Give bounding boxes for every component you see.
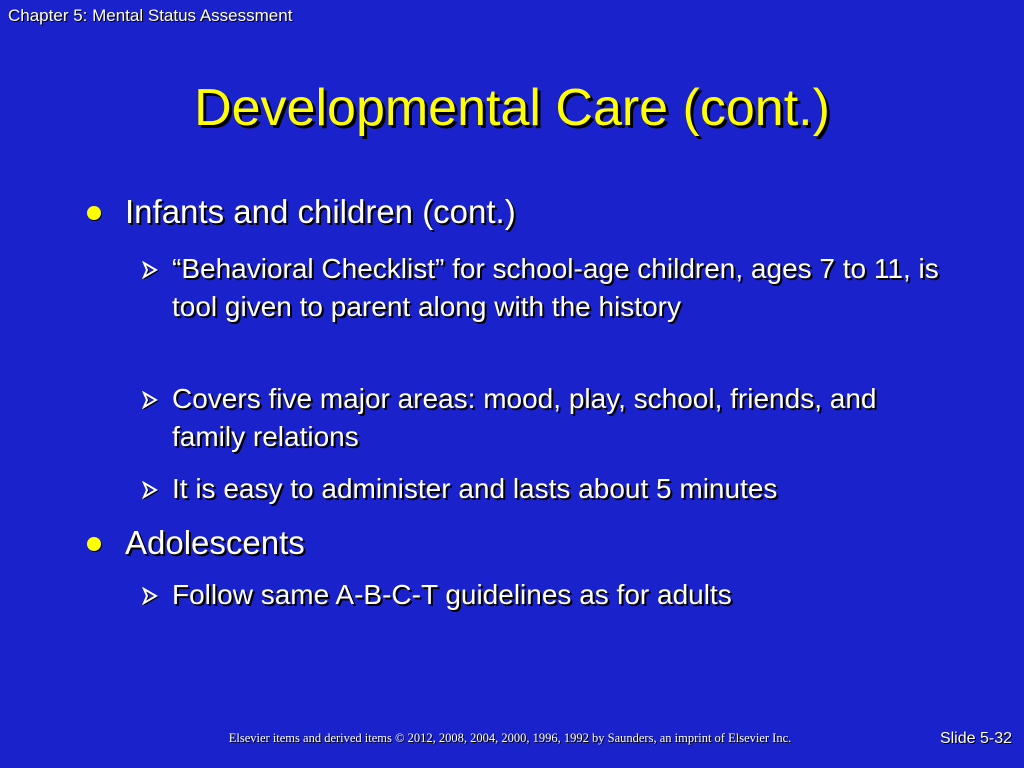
slide-number: Slide 5-32 (939, 730, 1012, 747)
sub-bullet-text: Covers five major areas: mood, play, school, friends, and family relations (172, 383, 877, 452)
sub-bullet-text: It is easy to administer and lasts about 5 minutes (172, 473, 778, 504)
arrowhead-bullet-icon (141, 391, 159, 409)
arrowhead-bullet-icon (141, 261, 159, 279)
copyright-footer: Elsevier items and derived items © 2012, 2008, 2004, 2000, 1996, 1992 by Saunders, an imprint of Elsevier Inc. (228, 731, 792, 745)
sub-bullet-text: Follow same A-B-C-T guidelines as for adults (172, 579, 732, 610)
slide-title: Developmental Care (cont.) (194, 79, 830, 137)
bullet-text: Infants and children (cont.) (125, 193, 516, 230)
bullet-text: Adolescents (125, 524, 305, 561)
circle-bullet-icon (87, 537, 101, 551)
arrowhead-bullet-icon (141, 481, 159, 499)
circle-bullet-icon (87, 206, 101, 220)
chapter-header: Chapter 5: Mental Status Assessment (8, 6, 293, 25)
arrowhead-bullet-icon (141, 587, 159, 605)
sub-bullet-text: “Behavioral Checklist” for school-age children, ages 7 to 11, is tool given to parent along with the history (172, 253, 939, 322)
